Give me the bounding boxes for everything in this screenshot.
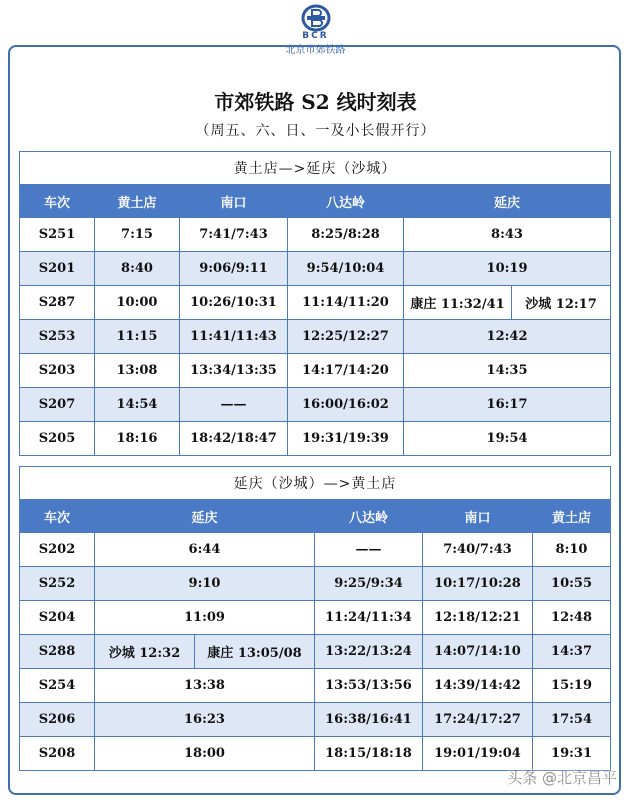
- time-cell: 7:41/7:43: [180, 218, 288, 252]
- time-cell: 7:40/7:43: [423, 533, 533, 567]
- time-cell: 11:14/11:20: [288, 286, 404, 320]
- time-cell: ——: [315, 533, 423, 567]
- time-cell: 沙城 12:32: [95, 635, 195, 669]
- time-cell: 11:24/11:34: [315, 601, 423, 635]
- column-header: 延庆: [95, 500, 315, 533]
- table-row: [20, 286, 611, 320]
- train-number: S288: [20, 635, 95, 669]
- time-cell: 8:43: [404, 218, 611, 252]
- time-cell: 10:00: [95, 286, 180, 320]
- column-header: 八达岭: [288, 185, 404, 218]
- page-title: 市郊铁路 S2 线时刻表: [214, 90, 417, 114]
- table-row: [20, 669, 611, 703]
- table-row: [20, 737, 611, 771]
- column-header: 南口: [180, 185, 288, 218]
- time-cell: 8:10: [533, 533, 611, 567]
- direction-label: 黄土店—>延庆（沙城）: [20, 152, 611, 185]
- time-cell: 10:19: [404, 252, 611, 286]
- time-cell: 16:00/16:02: [288, 388, 404, 422]
- time-cell: 19:01/19:04: [423, 737, 533, 771]
- time-cell: 康庄 13:05/08: [195, 635, 315, 669]
- train-number: S205: [20, 422, 95, 456]
- time-cell: 14:54: [95, 388, 180, 422]
- column-header: 延庆: [404, 185, 611, 218]
- table-row: [20, 635, 611, 669]
- time-cell: 14:37: [533, 635, 611, 669]
- time-cell: 16:38/16:41: [315, 703, 423, 737]
- time-cell: 11:41/11:43: [180, 320, 288, 354]
- time-cell: 康庄 11:32/41: [404, 286, 512, 320]
- time-cell: 18:15/18:18: [315, 737, 423, 771]
- column-header: 车次: [20, 500, 95, 533]
- time-cell: 14:07/14:10: [423, 635, 533, 669]
- time-cell: 12:18/12:21: [423, 601, 533, 635]
- time-cell: 17:24/17:27: [423, 703, 533, 737]
- time-cell: 9:06/9:11: [180, 252, 288, 286]
- column-header: 黄土店: [533, 500, 611, 533]
- time-cell: 8:25/8:28: [288, 218, 404, 252]
- table-row: [20, 354, 611, 388]
- time-cell: 10:55: [533, 567, 611, 601]
- time-cell: 沙城 12:17: [512, 286, 611, 320]
- time-cell: 10:26/10:31: [180, 286, 288, 320]
- logo-abbr: BCR: [302, 31, 329, 41]
- table-row: [20, 218, 611, 252]
- time-cell: 19:31/19:39: [288, 422, 404, 456]
- column-header: 黄土店: [95, 185, 180, 218]
- train-number: S251: [20, 218, 95, 252]
- time-cell: 13:34/13:35: [180, 354, 288, 388]
- table-row: [20, 422, 611, 456]
- time-cell: 14:17/14:20: [288, 354, 404, 388]
- time-cell: 8:40: [95, 252, 180, 286]
- time-cell: 15:19: [533, 669, 611, 703]
- column-header: 南口: [423, 500, 533, 533]
- table-row: [20, 533, 611, 567]
- time-cell: 6:44: [95, 533, 315, 567]
- time-cell: 13:53/13:56: [315, 669, 423, 703]
- time-cell: 13:38: [95, 669, 315, 703]
- time-cell: 9:25/9:34: [315, 567, 423, 601]
- column-header: 八达岭: [315, 500, 423, 533]
- train-number: S207: [20, 388, 95, 422]
- time-cell: ——: [180, 388, 288, 422]
- time-cell: 13:22/13:24: [315, 635, 423, 669]
- column-header: 车次: [20, 185, 95, 218]
- train-number: S252: [20, 567, 95, 601]
- time-cell: 11:15: [95, 320, 180, 354]
- train-number: S287: [20, 286, 95, 320]
- train-number: S253: [20, 320, 95, 354]
- time-cell: 14:39/14:42: [423, 669, 533, 703]
- time-cell: 16:17: [404, 388, 611, 422]
- time-cell: 18:16: [95, 422, 180, 456]
- time-cell: 17:54: [533, 703, 611, 737]
- train-number: S204: [20, 601, 95, 635]
- page-subtitle: （周五、六、日、一及小长假开行）: [195, 123, 436, 139]
- table-row: [20, 388, 611, 422]
- train-number: S254: [20, 669, 95, 703]
- time-cell: 11:09: [95, 601, 315, 635]
- time-cell: 16:23: [95, 703, 315, 737]
- direction-label: 延庆（沙城）—>黄土店: [20, 467, 611, 500]
- logo-org-name: 北京市郊铁路: [285, 45, 346, 56]
- time-cell: 14:35: [404, 354, 611, 388]
- train-number: S203: [20, 354, 95, 388]
- time-cell: 18:42/18:47: [180, 422, 288, 456]
- timetable-outbound: [19, 151, 611, 456]
- time-cell: 12:25/12:27: [288, 320, 404, 354]
- train-number: S202: [20, 533, 95, 567]
- train-number: S206: [20, 703, 95, 737]
- table-row: [20, 320, 611, 354]
- time-cell: 9:54/10:04: [288, 252, 404, 286]
- time-cell: 13:08: [95, 354, 180, 388]
- time-cell: 9:10: [95, 567, 315, 601]
- watermark: 头条 @北京昌平: [507, 769, 617, 787]
- time-cell: 19:54: [404, 422, 611, 456]
- time-cell: 7:15: [95, 218, 180, 252]
- train-number: S208: [20, 737, 95, 771]
- table-row: [20, 601, 611, 635]
- time-cell: 18:00: [95, 737, 315, 771]
- time-cell: 12:48: [533, 601, 611, 635]
- timetable-inbound: [19, 466, 611, 771]
- table-row: [20, 252, 611, 286]
- time-cell: 12:42: [404, 320, 611, 354]
- time-cell: 10:17/10:28: [423, 567, 533, 601]
- table-row: [20, 703, 611, 737]
- train-number: S201: [20, 252, 95, 286]
- time-cell: 19:31: [533, 737, 611, 771]
- table-row: [20, 567, 611, 601]
- bcr-logo-icon: [301, 4, 331, 32]
